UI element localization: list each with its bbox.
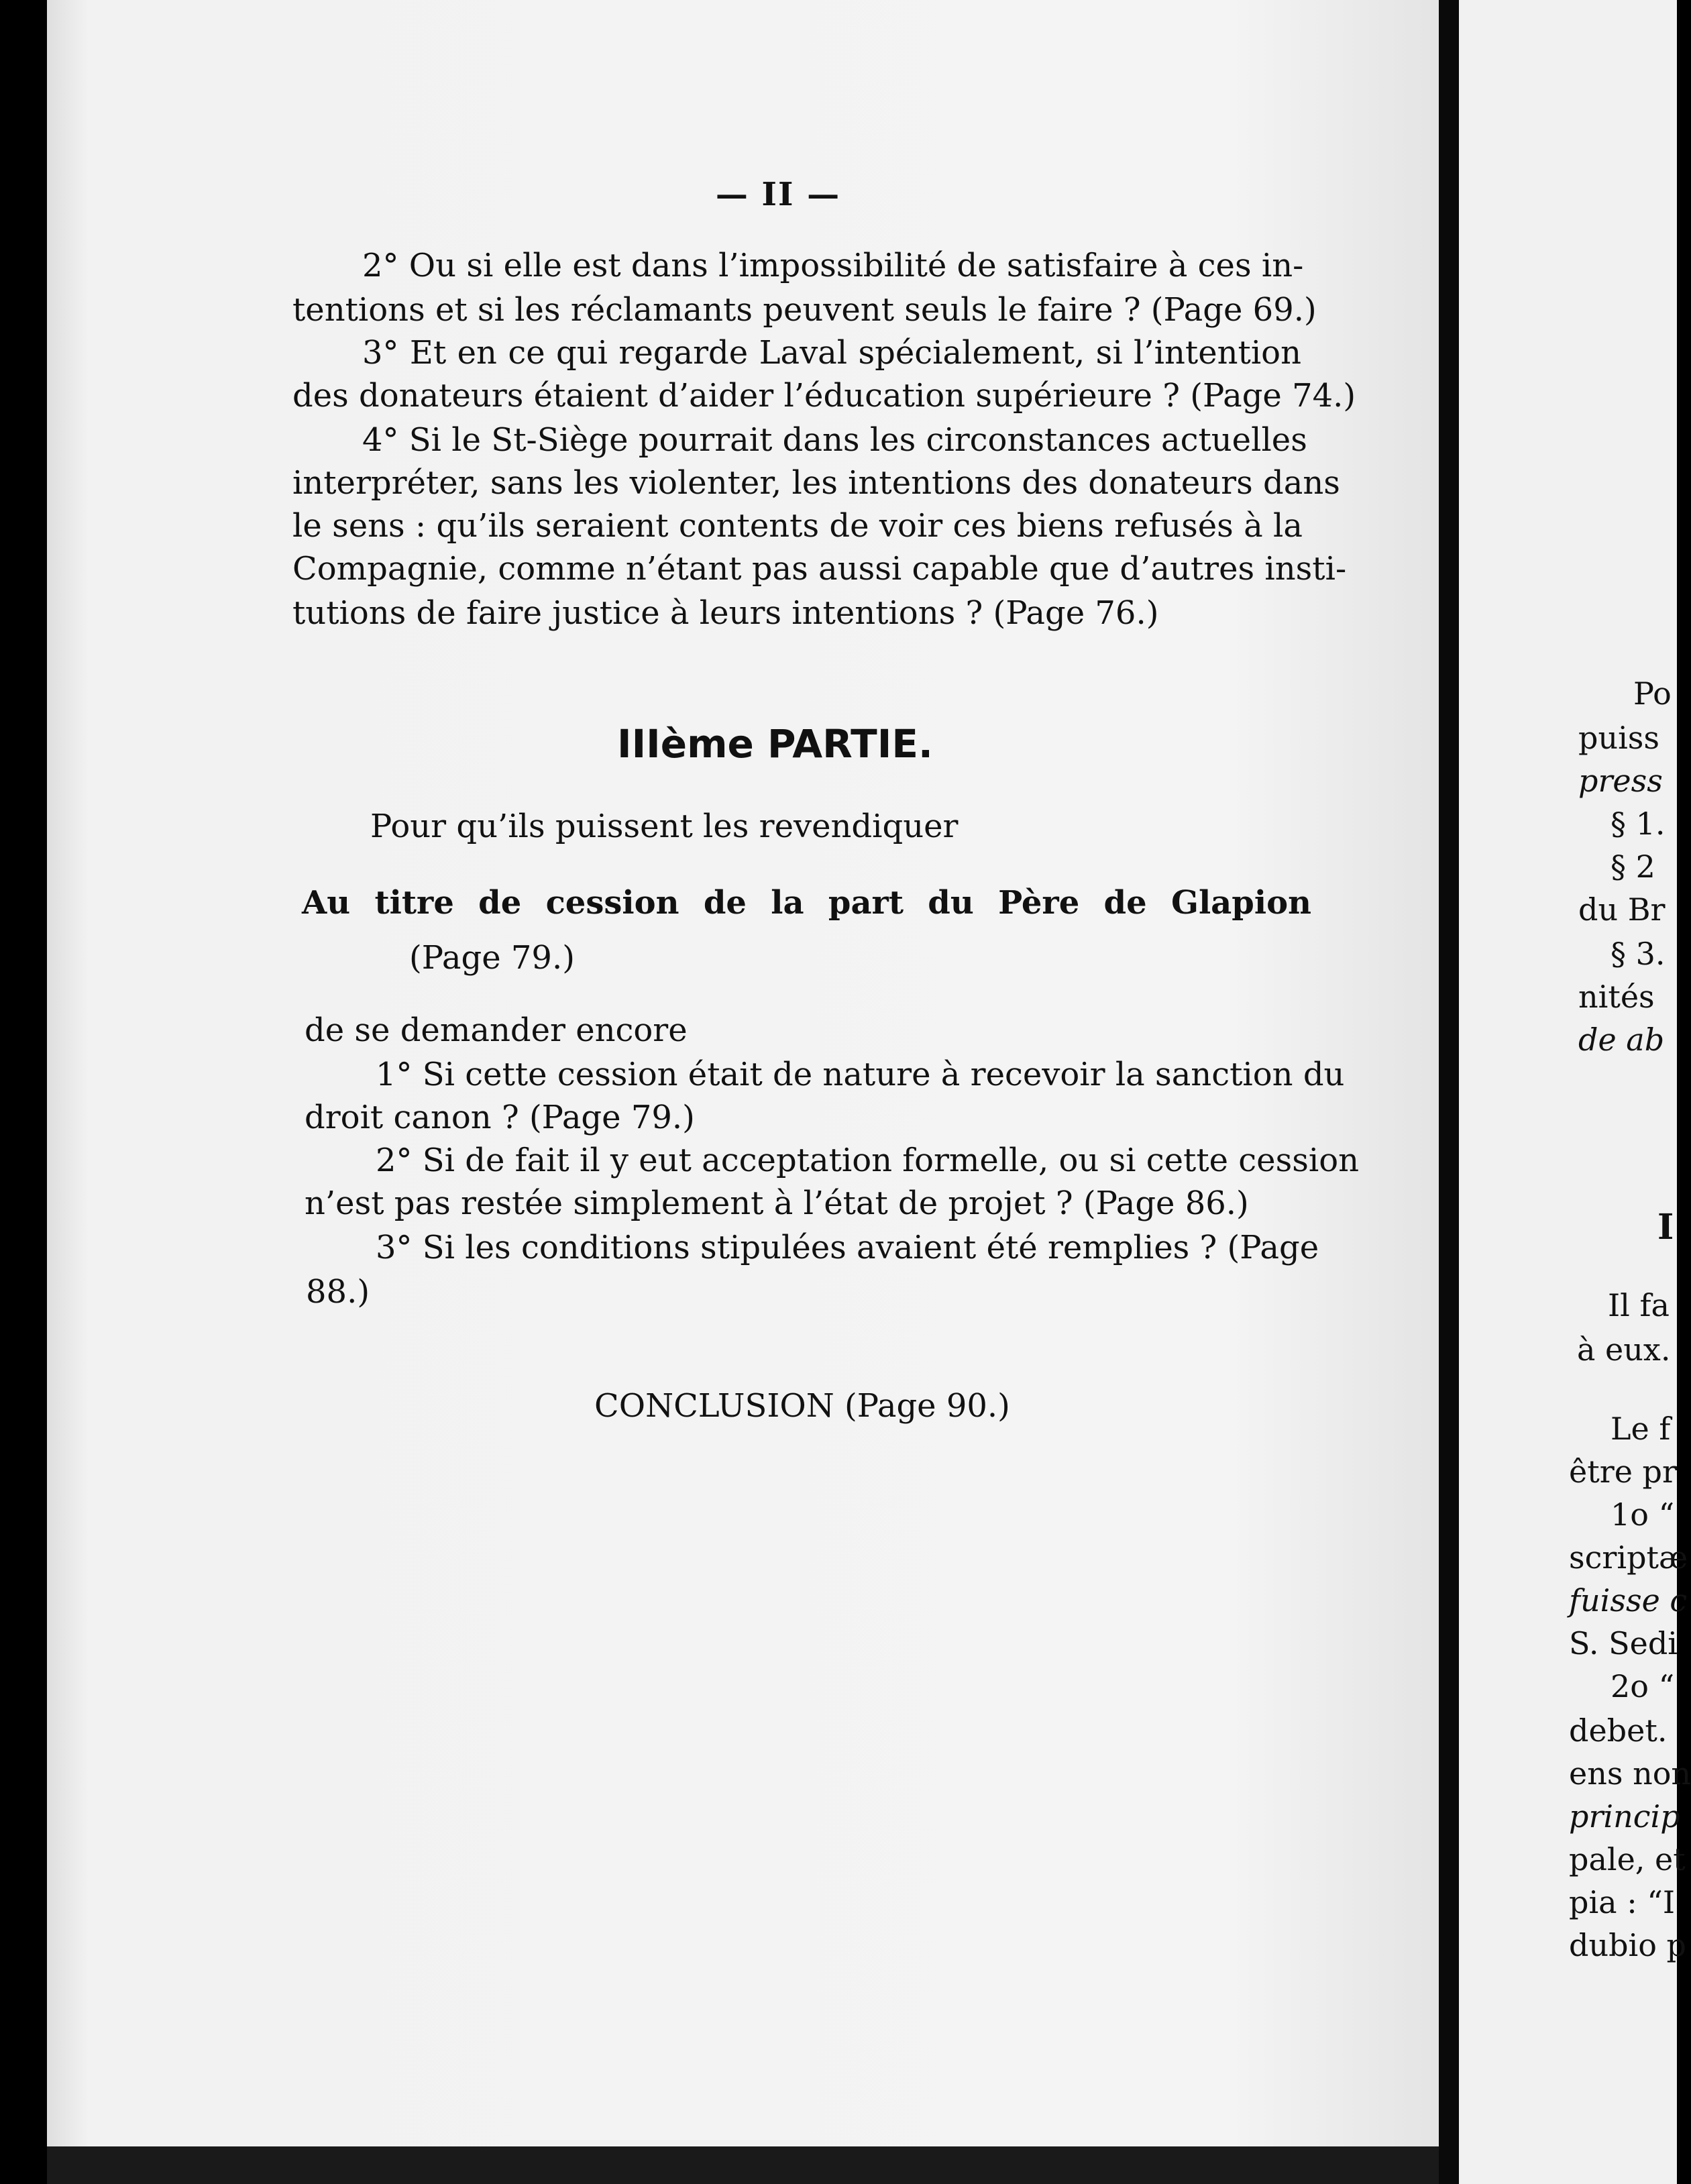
right-fragment: pia : “I	[1569, 1884, 1676, 1920]
page-number: — II —	[715, 176, 841, 213]
book-binding	[1439, 0, 1459, 2184]
right-fragment: S. Sedi	[1569, 1625, 1678, 1661]
right-fragment: princip	[1569, 1798, 1680, 1835]
page-bottom-edge	[47, 2146, 1439, 2184]
section-heading: IIIème PARTIE.	[617, 721, 933, 767]
right-fragment: nités	[1578, 979, 1655, 1015]
right-fragment: I	[1657, 1207, 1674, 1248]
question-4-line-5: tutions de faire justice à leurs intentions ? (Page 76.)	[292, 594, 1159, 632]
cession-title: Au titre de cession de la part du Père de Glapion	[302, 884, 1311, 922]
question-4-line-1: 4° Si le St-Siège pourrait dans les circonstances actuelles	[362, 421, 1307, 459]
right-fragment: dubio p	[1569, 1927, 1686, 1963]
right-fragment: puiss	[1578, 720, 1659, 756]
right-fragment: 1o “	[1611, 1496, 1675, 1533]
right-fragment: Il fa	[1608, 1287, 1670, 1323]
right-fragment: Po	[1633, 675, 1672, 712]
cession-question-3-line-2: 88.)	[306, 1273, 370, 1311]
cession-question-1-line-1: 1° Si cette cession était de nature à recevoir la sanction du	[376, 1056, 1345, 1093]
right-fragment: pale, et	[1569, 1841, 1686, 1877]
intro-line: Pour qu’ils puissent les revendiquer	[370, 808, 959, 845]
question-4-line-3: le sens : qu’ils seraient contents de voir ces biens refusés à la	[292, 507, 1303, 545]
question-3-line-2: des donateurs étaient d’aider l’éducation supérieure ? (Page 74.)	[292, 377, 1356, 415]
right-fragment: du Br	[1578, 891, 1666, 928]
right-fragment: § 1.	[1611, 806, 1666, 842]
cession-question-3-line-1: 3° Si les conditions stipulées avaient été remplies ? (Page	[376, 1229, 1319, 1266]
right-fragment: press	[1578, 763, 1663, 799]
cession-page-ref: (Page 79.)	[409, 939, 575, 977]
question-4-line-4: Compagnie, comme n’étant pas aussi capable que d’autres insti-	[292, 550, 1347, 588]
right-fragment: de ab	[1578, 1022, 1665, 1058]
right-fragment: être pr	[1569, 1454, 1677, 1490]
right-fragment: § 2	[1611, 849, 1655, 885]
question-2-line-1: 2° Ou si elle est dans l’impossibilité de satisfaire à ces in-	[362, 247, 1304, 284]
right-fragment: Le f	[1611, 1411, 1671, 1447]
right-fragment: 2o “	[1611, 1668, 1675, 1704]
conclusion-line: CONCLUSION (Page 90.)	[594, 1387, 1010, 1425]
question-2-line-2: tentions et si les réclamants peuvent seuls le faire ? (Page 69.)	[292, 291, 1317, 329]
right-fragment: à eux.	[1577, 1331, 1671, 1368]
right-fragment: scriptæ	[1569, 1539, 1688, 1576]
right-fragment: ens non	[1569, 1755, 1691, 1792]
question-3-line-1: 3° Et en ce qui regarde Laval spécialement, si l’intention	[362, 334, 1301, 372]
cession-question-2-line-1: 2° Si de fait il y eut acceptation formelle, ou si cette cession	[376, 1142, 1360, 1179]
right-fragment: debet.	[1569, 1712, 1668, 1749]
lead-in-line: de se demander encore	[305, 1012, 688, 1049]
right-fragment: § 3.	[1611, 936, 1666, 972]
right-page	[1459, 0, 1691, 2184]
cession-question-2-line-2: n’est pas restée simplement à l’état de projet ? (Page 86.)	[305, 1185, 1249, 1222]
question-4-line-2: interpréter, sans les violenter, les intentions des donateurs dans	[292, 464, 1340, 502]
right-fragment: fuisse c	[1569, 1582, 1688, 1619]
cession-question-1-line-2: droit canon ? (Page 79.)	[305, 1099, 695, 1136]
